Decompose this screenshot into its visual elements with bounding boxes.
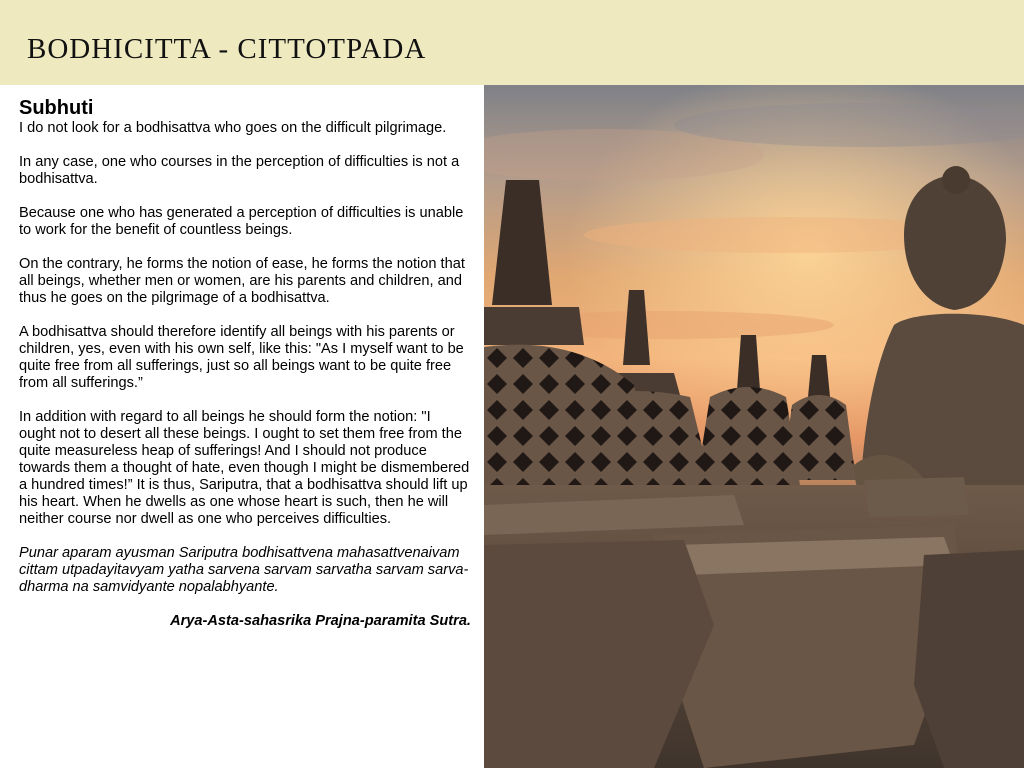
paragraph: In any case, one who courses in the perception of difficulties is not a bodhisattva.: [19, 154, 460, 187]
paragraph: I do not look for a bodhisattva who goes on the difficult pilgrimage.: [19, 120, 447, 136]
borobudur-illustration: [484, 85, 1024, 768]
text-column: [19, 96, 471, 630]
source-citation: Arya-Asta-sahasrika Prajna-paramita Sutra.: [170, 613, 471, 629]
paragraph: Because one who has generated a perception of difficulties is unable to work for the benefit of countless beings.: [19, 205, 464, 238]
header-bar: [0, 0, 1024, 85]
sanskrit-paragraph: Punar aparam ayusman Sariputra bodhisattvena mahasattvenaivam cittam utpadayitavyam yatha sarvena sarvam sarvatha sarvam sarva-dharma na samvidyante nopalabhyante.: [19, 545, 469, 595]
borobudur-photo: [484, 85, 1024, 768]
speaker-name: Subhuti: [19, 97, 94, 119]
paragraph: A bodhisattva should therefore identify all beings with his parents or children, yes, even with his own self, like this: "As I myself want to be quite free from all sufferings, just so all beings want to be quite free from all sufferings.”: [19, 324, 464, 391]
paragraph: On the contrary, he forms the notion of ease, he forms the notion that all beings, whether men or women, are his parents and children, and thus he goes on the pilgrimage of a bodhisattva.: [19, 256, 465, 306]
paragraph: In addition with regard to all beings he should form the notion: "I ought not to desert all these beings. I ought to set them free from the quite measureless heap of sufferings! And I should not produce towards them a thought of hate, even though I might be dismembered a hundred times!” It is thus, Sariputra, that a bodhisattva should lift up his heart. When he dwells as one whose heart is such, then he will neither course nor dwell as one who perceives difficulties.: [19, 409, 470, 527]
page-title: BODHICITTA - CITTOTPADA: [27, 33, 427, 66]
